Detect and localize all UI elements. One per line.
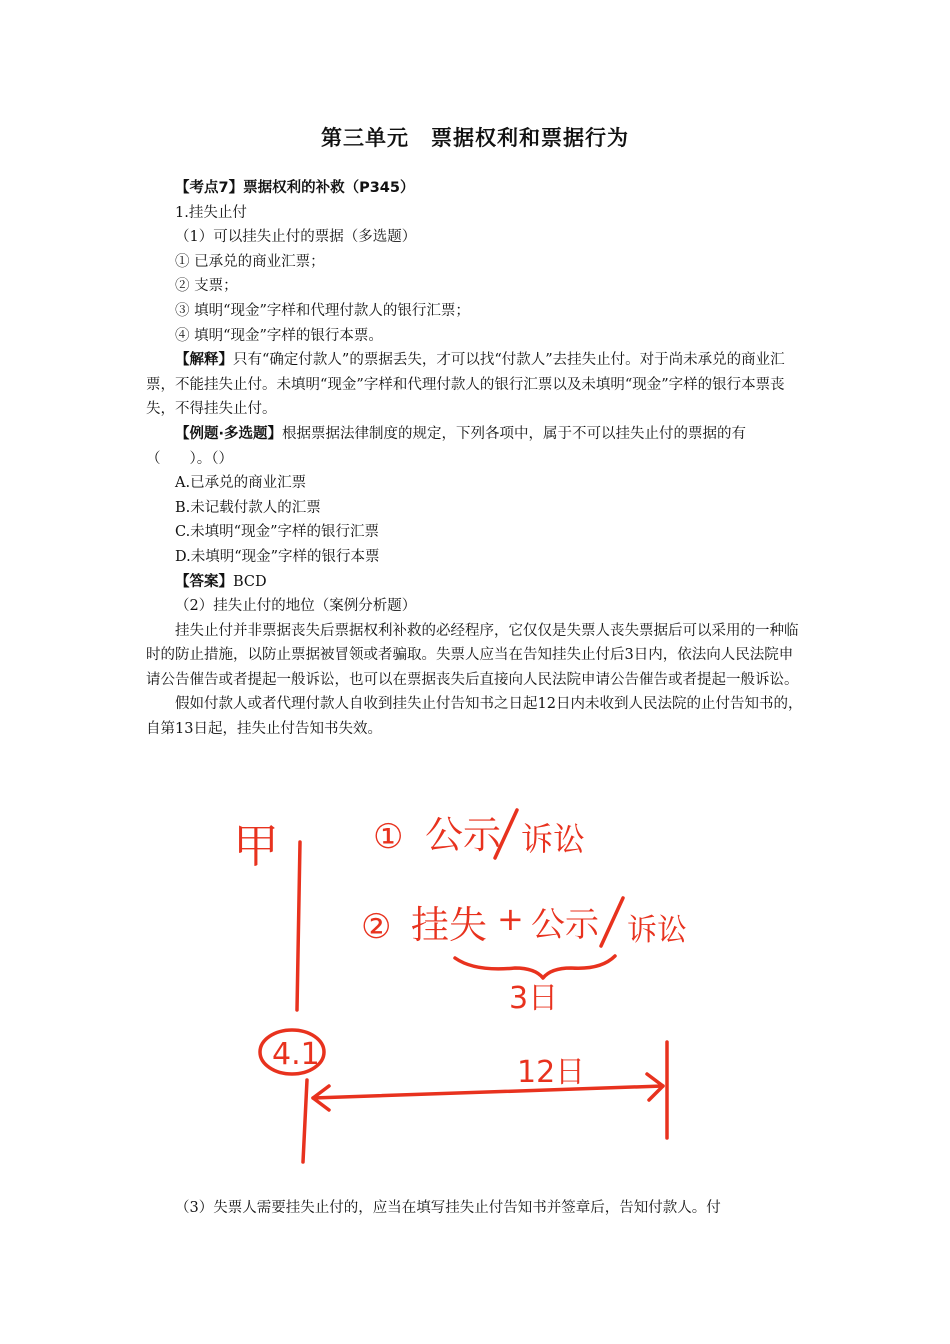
body-paragraph: 假如付款人或者代理付款人自收到挂失止付告知书之日起12日内未收到人民法院的止付告知书的，自第13日起，挂失止付告知书失效。 — [146, 696, 803, 738]
list-item: ③ 填明“现金”字样和代理付款人的银行汇票； — [175, 302, 470, 319]
subheading-1: （1）可以挂失止付的票据（多选题） — [175, 229, 417, 246]
step-1-lawsuit: 诉讼 — [521, 820, 586, 858]
content-body — [146, 176, 806, 742]
answer-label: 【答案】 — [175, 573, 233, 590]
date-label: 4.1 — [272, 1037, 320, 1072]
days-3-label: 3日 — [509, 981, 559, 1016]
body-paragraph: 挂失止付并非票据丧失后票据权利补救的必经程序，它仅仅是失票人丧失票据后可以采用的一种临时的防止措施，以防止票据被冒领或者骗取。失票人应当在告知挂失止付后3日内，依法向人民法院申请公告催告或者提起一般诉讼，也可以在票据丧失后直接向人民法院申请公告催告或者提起一般诉讼。 — [146, 622, 799, 688]
option-item: A.已承兑的商业汇票 — [175, 475, 307, 492]
list-item: ① 已承兑的商业汇票； — [175, 253, 325, 270]
answer-paragraph — [146, 570, 806, 595]
step-2-announce: 公示 — [531, 905, 599, 945]
option-item: D.未填明“现金”字样的银行本票 — [175, 548, 380, 565]
timeline-vertical-line — [297, 842, 300, 1010]
step-2-number: ② — [361, 907, 392, 947]
content-tail — [146, 1196, 806, 1221]
double-arrow-line — [313, 1086, 663, 1098]
slash-mark — [601, 898, 623, 946]
explanation-text: 只有“确定付款人”的票据丢失，才可以找“付款人”去挂失止付。对于尚未承兑的商业汇票，不能挂失止付。未填明“现金”字样和代理付款人的银行汇票以及未填明“现金”字样的银行本票丧失，不得挂失止付。 — [146, 352, 785, 418]
example-text: 根据票据法律制度的规定，下列各项中，属于不可以挂失止付的票据的有（ ）。（） — [146, 425, 747, 467]
step-2-report-loss: 挂失 — [411, 903, 488, 947]
option-item: C.未填明“现金”字样的银行汇票 — [175, 524, 380, 541]
item-title: 1.挂失止付 — [175, 204, 247, 221]
step-1-number: ① — [373, 817, 404, 857]
answer-text: BCD — [233, 573, 267, 590]
person-label: 甲 — [233, 819, 279, 873]
explanation-label: 【解释】 — [175, 352, 233, 369]
subheading-3: （3）失票人需要挂失止付的，应当在填写挂失止付告知书并签章后，告知付款人。付 — [175, 1200, 721, 1216]
step-2-lawsuit: 诉讼 — [627, 913, 687, 948]
option-item: B.未记载付款人的汇票 — [175, 499, 321, 516]
section-heading: 【考点7】票据权利的补救（P345） — [175, 180, 415, 196]
example-paragraph — [146, 422, 806, 471]
brace-under-label — [455, 956, 615, 978]
subheading-2: （2）挂失止付的地位（案例分析题） — [175, 598, 417, 615]
explanation-paragraph — [146, 348, 806, 422]
list-item: ② 支票； — [175, 278, 238, 295]
example-label: 【例题·多选题】 — [175, 425, 283, 442]
page-title: 第三单元 票据权利和票据行为 — [321, 126, 629, 150]
step-2-plus: + — [497, 900, 524, 938]
days-12-label: 12日 — [517, 1055, 586, 1090]
start-tick-line — [303, 1080, 307, 1162]
list-item: ④ 填明“现金”字样的银行本票。 — [175, 327, 383, 344]
handwritten-diagram — [225, 790, 705, 1170]
step-1-announce: 公示 — [425, 813, 502, 857]
